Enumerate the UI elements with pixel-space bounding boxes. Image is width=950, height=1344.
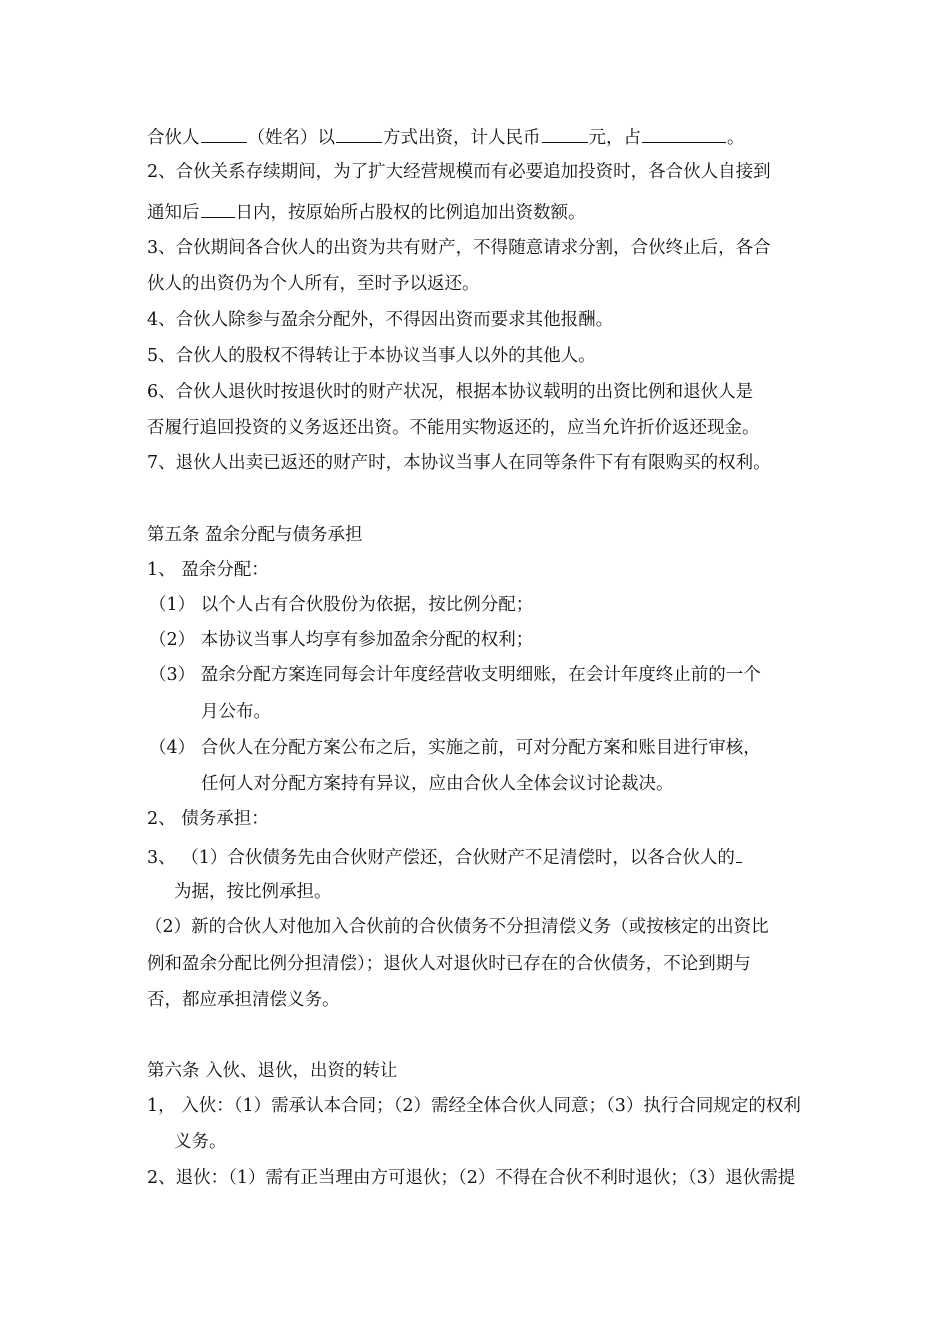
article-5-sub-4-line-1: （4） 合伙人在分配方案公布之后，实施之前，可对分配方案和账目进行审核， (149, 738, 761, 758)
article-5-item-3-line-1 (147, 844, 827, 870)
blank-ratio (736, 844, 742, 863)
article-5-sub-4-line-2: 任何人对分配方案持有异议，应由合伙人全体会议讨论裁决。 (201, 774, 674, 794)
article-5-sub-1: （1） 以个人占有合伙股份为依据，按比例分配； (149, 595, 534, 615)
text-segment: 日内，按原始所占股权的比例追加出资数额。 (235, 203, 586, 223)
article-5-sub-3-line-1: （3） 盈余分配方案连同每会计年度经营收支明细账，在会计年度终止前的一个 (149, 665, 761, 685)
blank-days (201, 199, 235, 218)
line-capital-contribution (147, 124, 817, 150)
clause-2-line-2 (147, 199, 817, 225)
article-5-item-3-line-2: 为据，按比例承担。 (174, 882, 332, 902)
clause-2-line-1: 2、合伙关系存续期间，为了扩大经营规模而有必要追加投资时，各合伙人自接到 (147, 162, 771, 182)
text-segment: 通知后 (147, 203, 200, 223)
article-5-sub-2: （2） 本协议当事人均享有参加盈余分配的权利； (149, 630, 534, 650)
blank-amount (542, 124, 588, 143)
article-5-debt-line-1: （2）新的合伙人对他加入合伙前的合伙债务不分担清偿义务（或按核定的出资比 (145, 917, 769, 937)
article-6-item-1-line-1: 1， 入伙：（1）需承认本合同；（2）需经全体合伙人同意；（3）执行合同规定的权利 (147, 1096, 801, 1116)
text-segment: 。 (727, 128, 745, 148)
clause-3-line-1: 3、合伙期间各合伙人的出资为共有财产，不得随意请求分割，合伙终止后，各合 (147, 238, 771, 258)
text-segment: 方式出资，计人民币 (383, 128, 541, 148)
article-6-heading: 第六条 入伙、退伙，出资的转让 (147, 1061, 398, 1081)
article-5-debt-line-3: 否，都应承担清偿义务。 (147, 990, 340, 1010)
clause-4: 4、合伙人除参与盈余分配外，不得因出资而要求其他报酬。 (147, 310, 614, 330)
text-segment: 合伙人 (147, 128, 200, 148)
clause-6-line-2: 否履行追回投资的义务返还出资。不能用实物返还的，应当允许折价返还现金。 (147, 418, 760, 438)
article-5-debt-line-2: 例和盈余分配比例分担清偿）；退伙人对退伙时已存在的合伙债务，不论到期与 (147, 954, 751, 974)
blank-share (642, 124, 726, 143)
article-5-heading: 第五条 盈余分配与债务承担 (147, 525, 363, 545)
article-5-item-2: 2、 债务承担： (147, 809, 269, 829)
clause-3-line-2: 伙人的出资仍为个人所有，至时予以返还。 (147, 274, 480, 294)
article-6-item-1-line-2: 义务。 (174, 1132, 227, 1152)
article-5-item-1: 1、 盈余分配： (147, 560, 269, 580)
blank-name (201, 124, 247, 143)
text-segment: 3、 （1）合伙债务先由合伙财产偿还，合伙财产不足清偿时，以各合伙人的 (147, 848, 735, 868)
blank-method (336, 124, 382, 143)
clause-5: 5、合伙人的股权不得转让于本协议当事人以外的其他人。 (147, 346, 596, 366)
article-6-item-2-line-1: 2、退伙：（1）需有正当理由方可退伙；（2）不得在合伙不利时退伙；（3）退伙需提 (147, 1168, 796, 1188)
text-segment: 元，占 (588, 128, 641, 148)
text-segment: （姓名）以 (247, 128, 335, 148)
clause-7: 7、退伙人出卖已返还的财产时，本协议当事人在同等条件下有有限购买的权利。 (147, 453, 771, 473)
article-5-sub-3-line-2: 月公布。 (201, 702, 271, 722)
clause-6-line-1: 6、合伙人退伙时按退伙时的财产状况，根据本协议载明的出资比例和退伙人是 (147, 382, 754, 402)
